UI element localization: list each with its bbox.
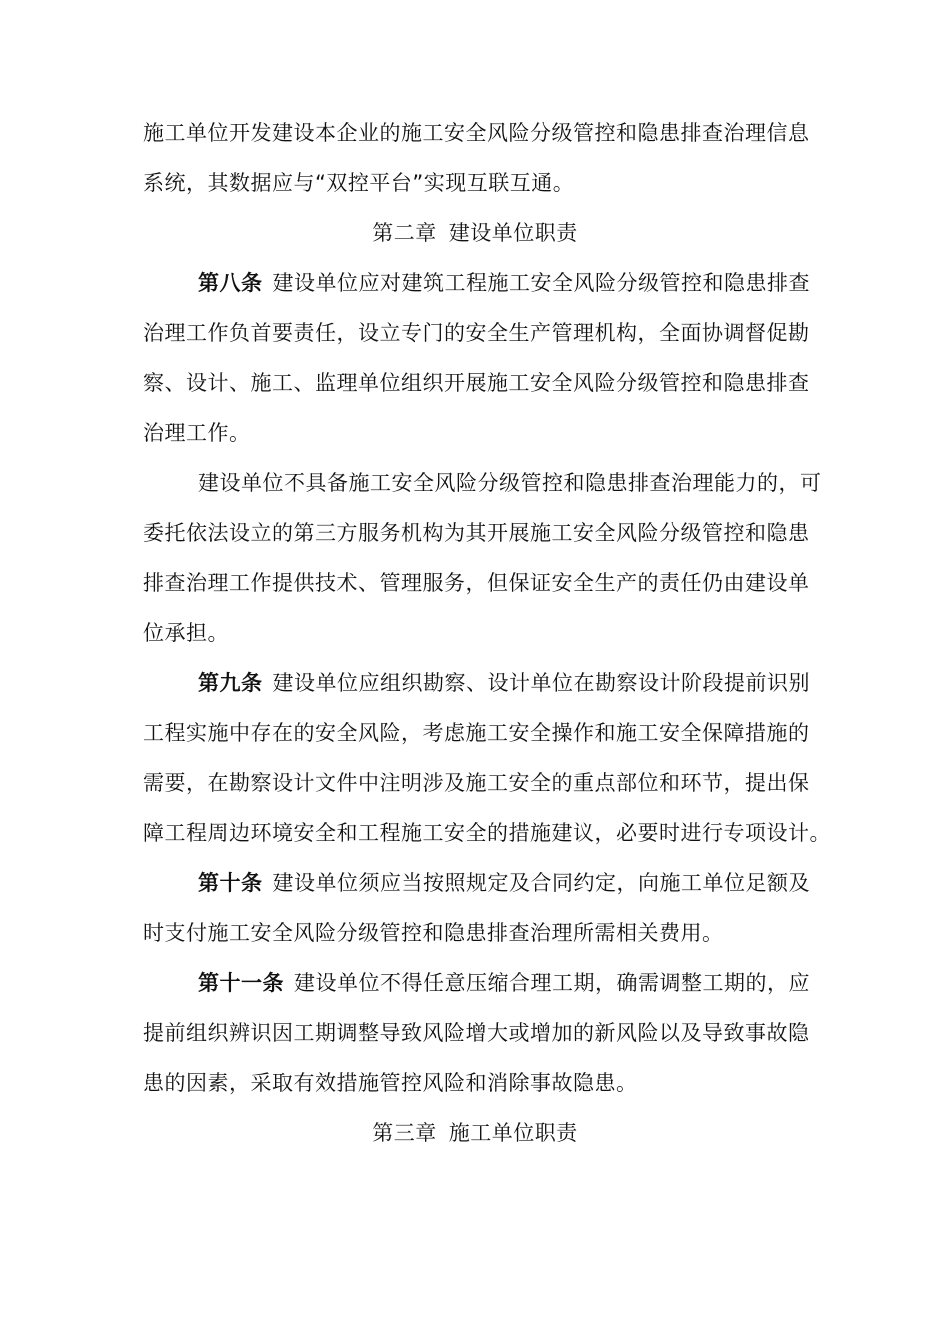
text-line: 委托依法设立的第三方服务机构为其开展施工安全风险分级管控和隐患	[143, 521, 810, 545]
chapter-heading-3	[143, 1108, 807, 1158]
article-label: 第十一条	[198, 971, 284, 995]
document-body	[143, 108, 831, 1158]
text-line: 提前组织辨识因工期调整导致风险增大或增加的新风险以及导致事故隐	[143, 1021, 810, 1045]
text-line: 排查治理工作提供技术、管理服务，但保证安全生产的责任仍由建设单	[143, 571, 810, 595]
text-line: 需要，在勘察设计文件中注明涉及施工安全的重点部位和环节，提出保	[143, 771, 810, 795]
article-9	[143, 658, 831, 858]
text-line: 位承担。	[143, 621, 229, 645]
chapter-title: 建设单位职责	[448, 221, 578, 245]
chapter-number: 第二章	[372, 221, 437, 245]
text-line: 工程实施中存在的安全风险，考虑施工安全操作和施工安全保障措施的	[143, 721, 810, 745]
text-line: 治理工作负首要责任，设立专门的安全生产管理机构，全面协调督促勘	[143, 321, 810, 345]
article-text: 建设单位须应当按照规定及合同约定，向施工单位足额及	[272, 871, 810, 895]
text-line: 时支付施工安全风险分级管控和隐患排查治理所需相关费用。	[143, 921, 724, 945]
chapter-heading-2	[143, 208, 807, 258]
text-line: 障工程周边环境安全和工程施工安全的措施建议，必要时进行专项设计。	[143, 821, 831, 845]
chapter-number: 第三章	[372, 1121, 437, 1145]
text-line	[143, 658, 810, 708]
article-10	[143, 858, 810, 958]
text-line: 患的因素，采取有效措施管控风险和消除事故隐患。	[143, 1071, 638, 1095]
article-text: 建设单位不得任意压缩合理工期，确需调整工期的，应	[294, 971, 810, 995]
text-line: 治理工作。	[143, 421, 251, 445]
article-8	[143, 258, 810, 458]
article-text: 建设单位应对建筑工程施工安全风险分级管控和隐患排查	[272, 271, 810, 295]
text-line: 建设单位不具备施工安全风险分级管控和隐患排查治理能力的，可	[198, 471, 822, 495]
article-text: 建设单位应组织勘察、设计单位在勘察设计阶段提前识别	[272, 671, 810, 695]
text-line	[143, 858, 810, 908]
chapter-title: 施工单位职责	[448, 1121, 578, 1145]
text-line: 施工单位开发建设本企业的施工安全风险分级管控和隐患排查治理信息	[143, 121, 810, 145]
article-label: 第九条	[198, 671, 263, 695]
paragraph-third-party	[143, 458, 822, 658]
text-line: 系统，其数据应与“双控平台”实现互联互通。	[143, 171, 575, 195]
text-line	[143, 258, 810, 308]
text-line: 察、设计、施工、监理单位组织开展施工安全风险分级管控和隐患排查	[143, 371, 810, 395]
article-label: 第十条	[198, 871, 263, 895]
text-line	[143, 958, 810, 1008]
article-11	[143, 958, 810, 1108]
paragraph-intro	[143, 108, 810, 208]
article-label: 第八条	[198, 271, 263, 295]
